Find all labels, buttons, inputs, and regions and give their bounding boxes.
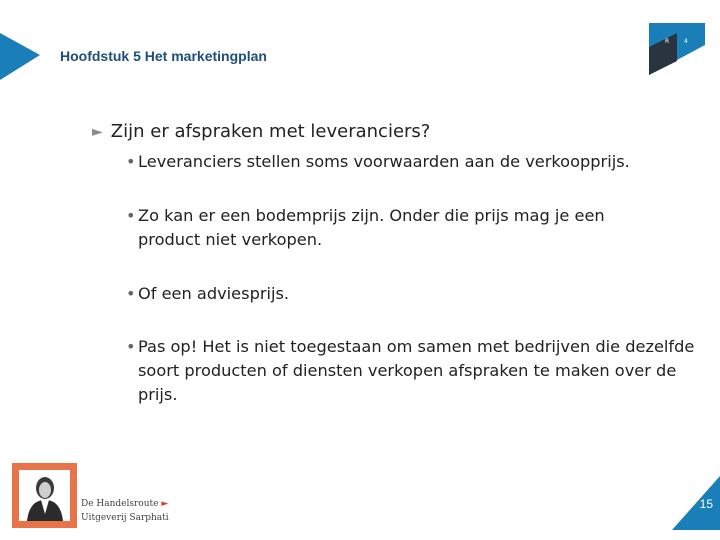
bullet-dot-icon: • (126, 152, 136, 171)
portrait-icon (19, 470, 70, 521)
sub-bullet-text: Zo kan er een bodemprijs zijn. Onder die prijs mag je een product niet verkopen. (138, 206, 605, 249)
sub-bullet-text: Of een adviesprijs. (138, 284, 290, 303)
sub-bullet-list (126, 150, 696, 407)
chapter-title: Hoofdstuk 5 Het marketingplan (60, 48, 267, 64)
decorative-triangle-left (0, 33, 40, 80)
sub-bullet-item (126, 150, 696, 174)
publisher-line-2: Uitgeverij Sarphati (81, 513, 169, 523)
publisher-portrait-logo (12, 463, 77, 528)
sub-bullet-text: Leveranciers stellen soms voorwaarden aan de verkoopprijs. (138, 152, 630, 171)
corner-logo (647, 23, 705, 75)
bullet-dot-icon: • (126, 206, 136, 225)
bullet-dot-icon: • (126, 284, 136, 303)
logo-letter-r: R (665, 38, 670, 45)
main-bullet-text: Zijn er afspraken met leveranciers? (110, 121, 431, 142)
sub-bullet-item (126, 282, 696, 306)
publisher-arrow-icon: ► (161, 499, 169, 509)
main-bullet (92, 121, 430, 142)
bullet-arrow-icon: ► (92, 124, 103, 140)
publisher-line-1: De Handelsroute (81, 499, 159, 509)
sub-bullet-item (126, 204, 658, 252)
bullet-dot-icon: • (126, 337, 136, 356)
page-number: 15 (699, 497, 713, 511)
publisher-name (81, 497, 169, 525)
sub-bullet-item (126, 335, 698, 407)
logo-letter-4: 4 (684, 38, 688, 45)
sub-bullet-text: Pas op! Het is niet toegestaan om samen met bedrijven die dezelfde soort producten of diensten verkopen afspraken te maken over de prijs. (138, 337, 695, 404)
